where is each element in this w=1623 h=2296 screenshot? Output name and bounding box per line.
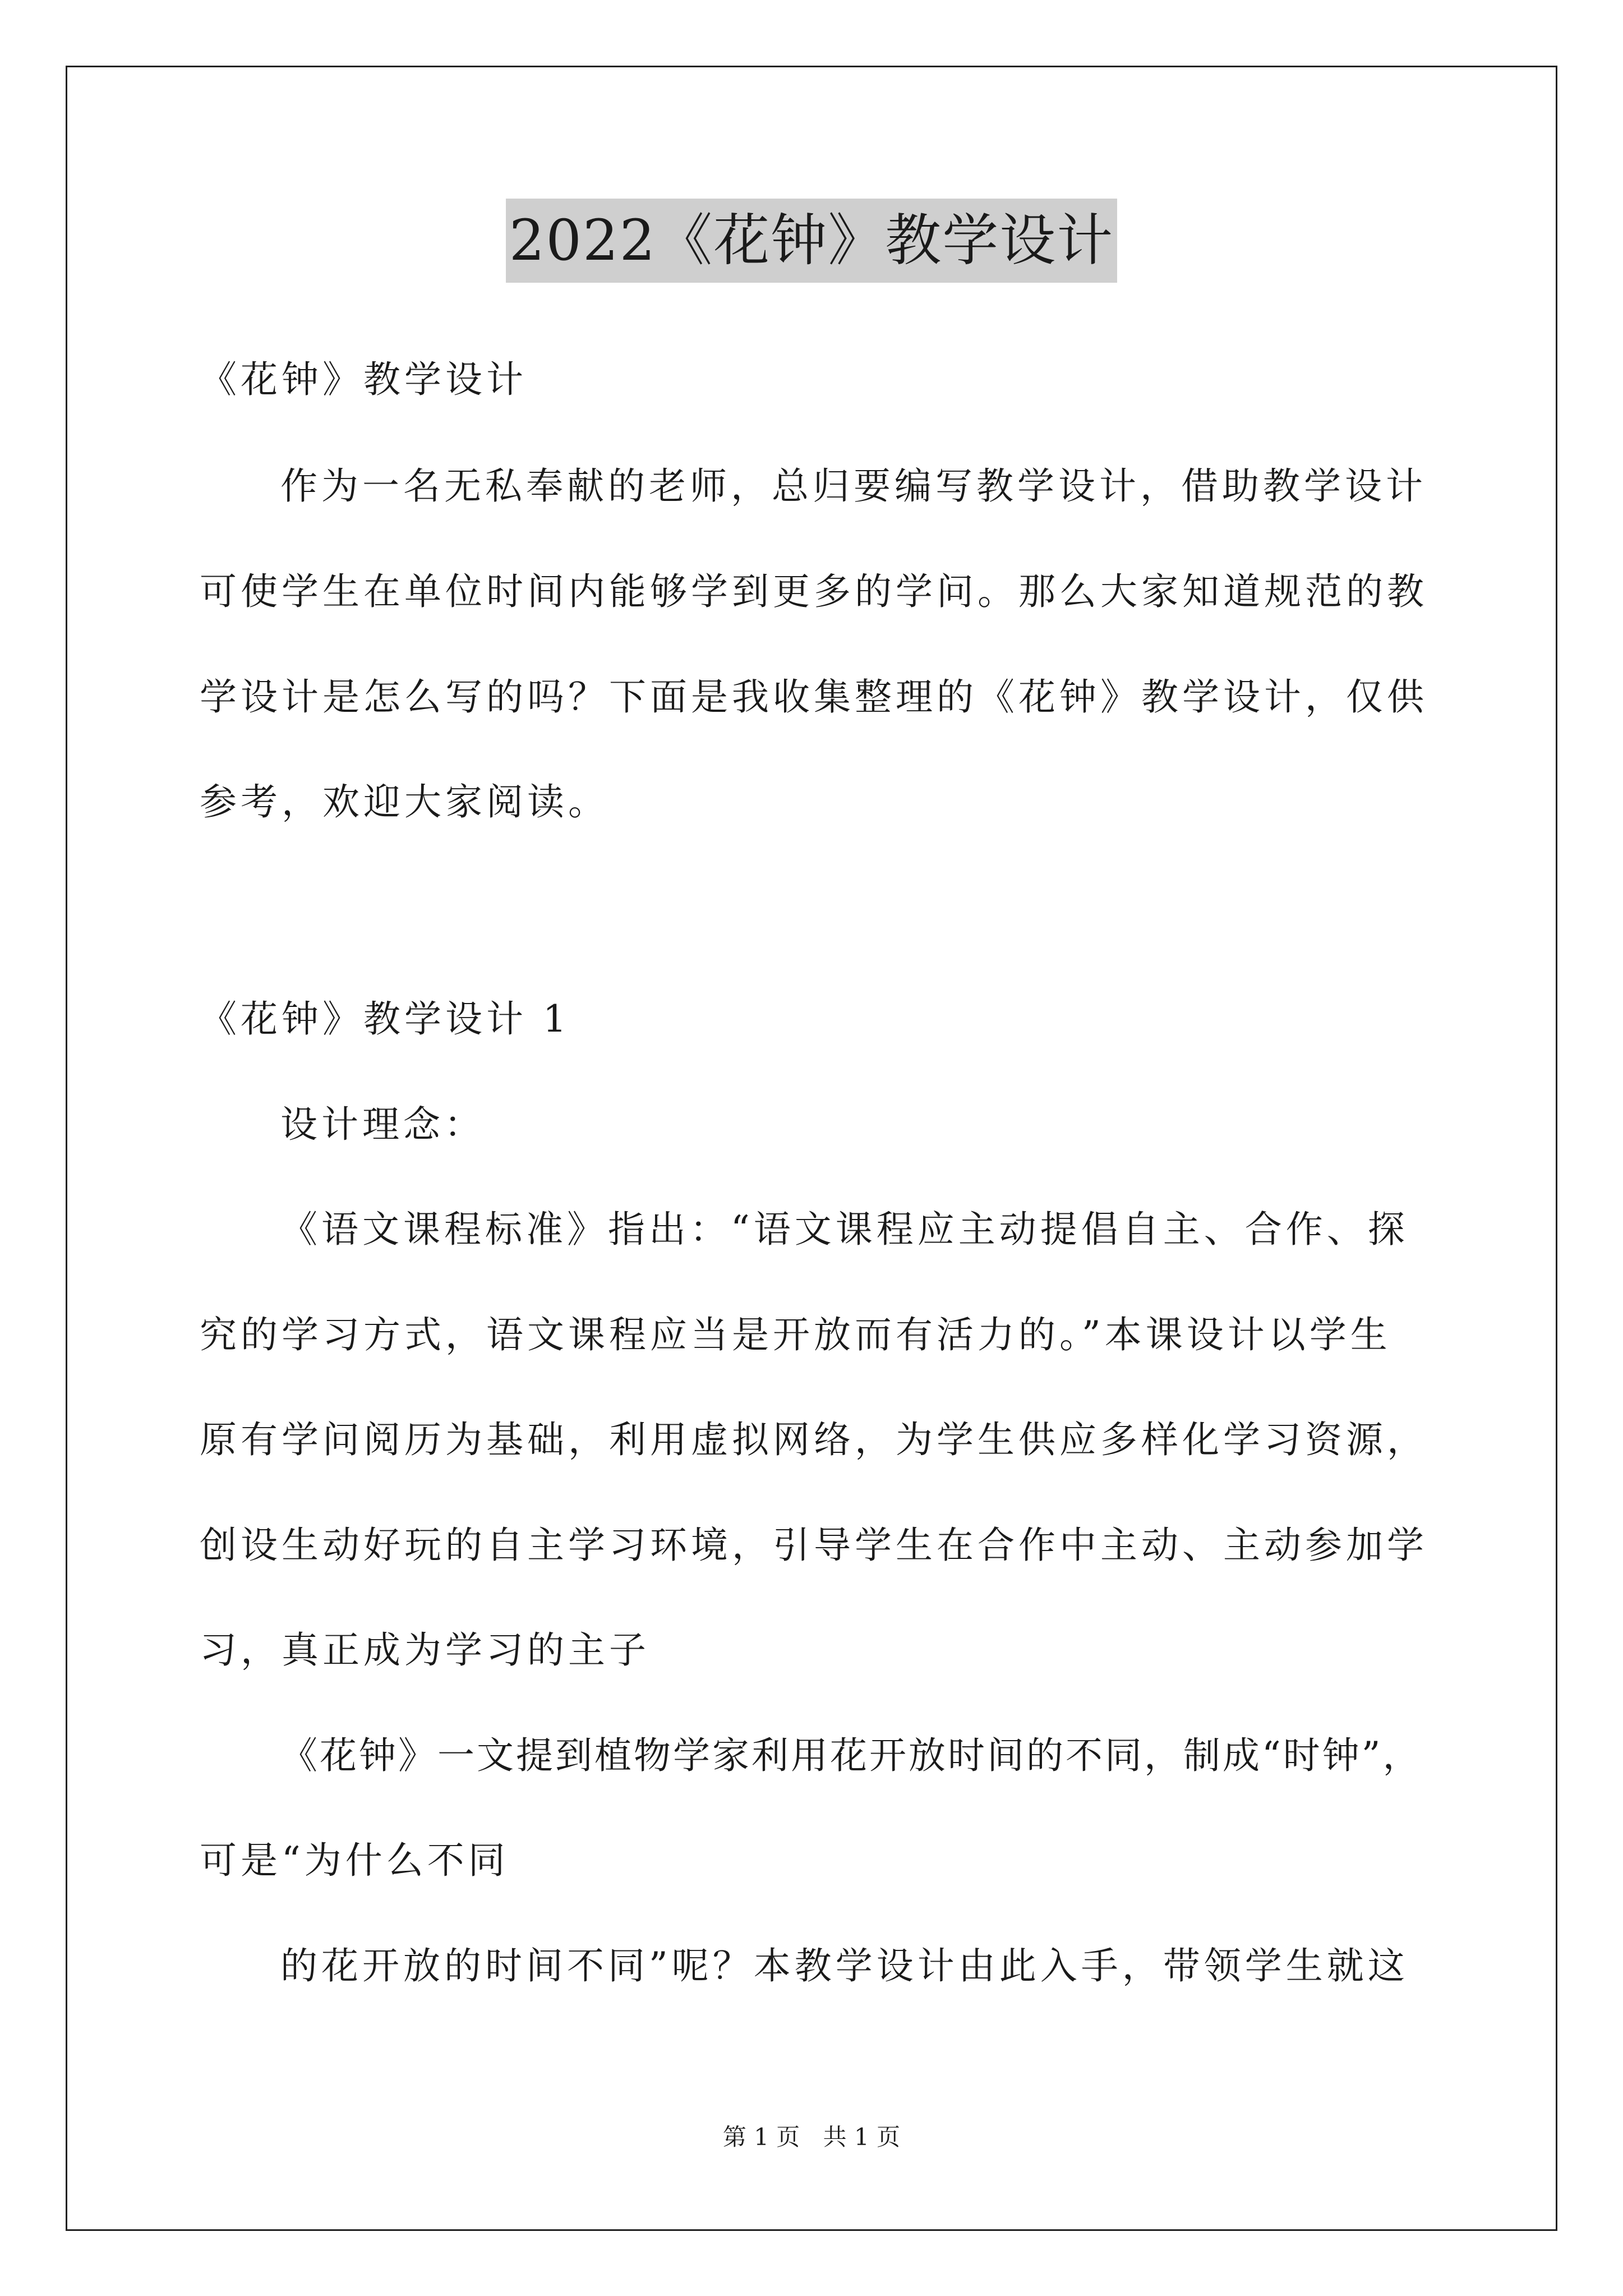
subheading-design-concept: 设计理念： [280, 1103, 485, 1146]
page-total: 共 1 页 [823, 2123, 901, 2151]
paragraph-line: 作为一名无私奉献的老师，总归要编写教学设计，借助教学设计 [280, 464, 1427, 508]
paragraph-line: 原有学问阅历为基础，利用虚拟网络，为学生供应多样化学习资源， [200, 1418, 1428, 1461]
title-container [0, 199, 1623, 283]
paragraph-line: 的花开放的时间不同”呢？本教学设计由此入手，带领学生就这 [280, 1944, 1409, 1987]
paragraph-line: 《花钟》一文提到植物学家利用花开放时间的不同，制成“时钟”， [280, 1734, 1422, 1777]
paragraph-line: 可使学生在单位时间内能够学到更多的学问。那么大家知道规范的教 [200, 570, 1428, 613]
section-heading-design-1: 《花钟》教学设计 1 [200, 997, 570, 1041]
paragraph-line: 可是“为什么不同 [200, 1839, 509, 1882]
document-title: 2022《花钟》教学设计 [506, 199, 1118, 283]
paragraph-line: 究的学习方式，语文课程应当是开放而有活力的。”本课设计以学生 [200, 1313, 1391, 1356]
paragraph-line: 《语文课程标准》指出：“语文课程应主动提倡自主、合作、探 [280, 1208, 1409, 1251]
paragraph-line: 创设生动好玩的自主学习环境，引导学生在合作中主动、主动参加学 [200, 1524, 1428, 1567]
paragraph-line: 习，真正成为学习的主子 [200, 1628, 650, 1672]
paragraph-line: 学设计是怎么写的吗？下面是我收集整理的《花钟》教学设计，仅供 [200, 675, 1428, 719]
section-heading-intro: 《花钟》教学设计 [200, 358, 527, 401]
paragraph-line: 参考，欢迎大家阅读。 [200, 780, 609, 823]
page-number: 第 1 页 [722, 2123, 800, 2151]
page-footer [0, 2120, 1623, 2154]
